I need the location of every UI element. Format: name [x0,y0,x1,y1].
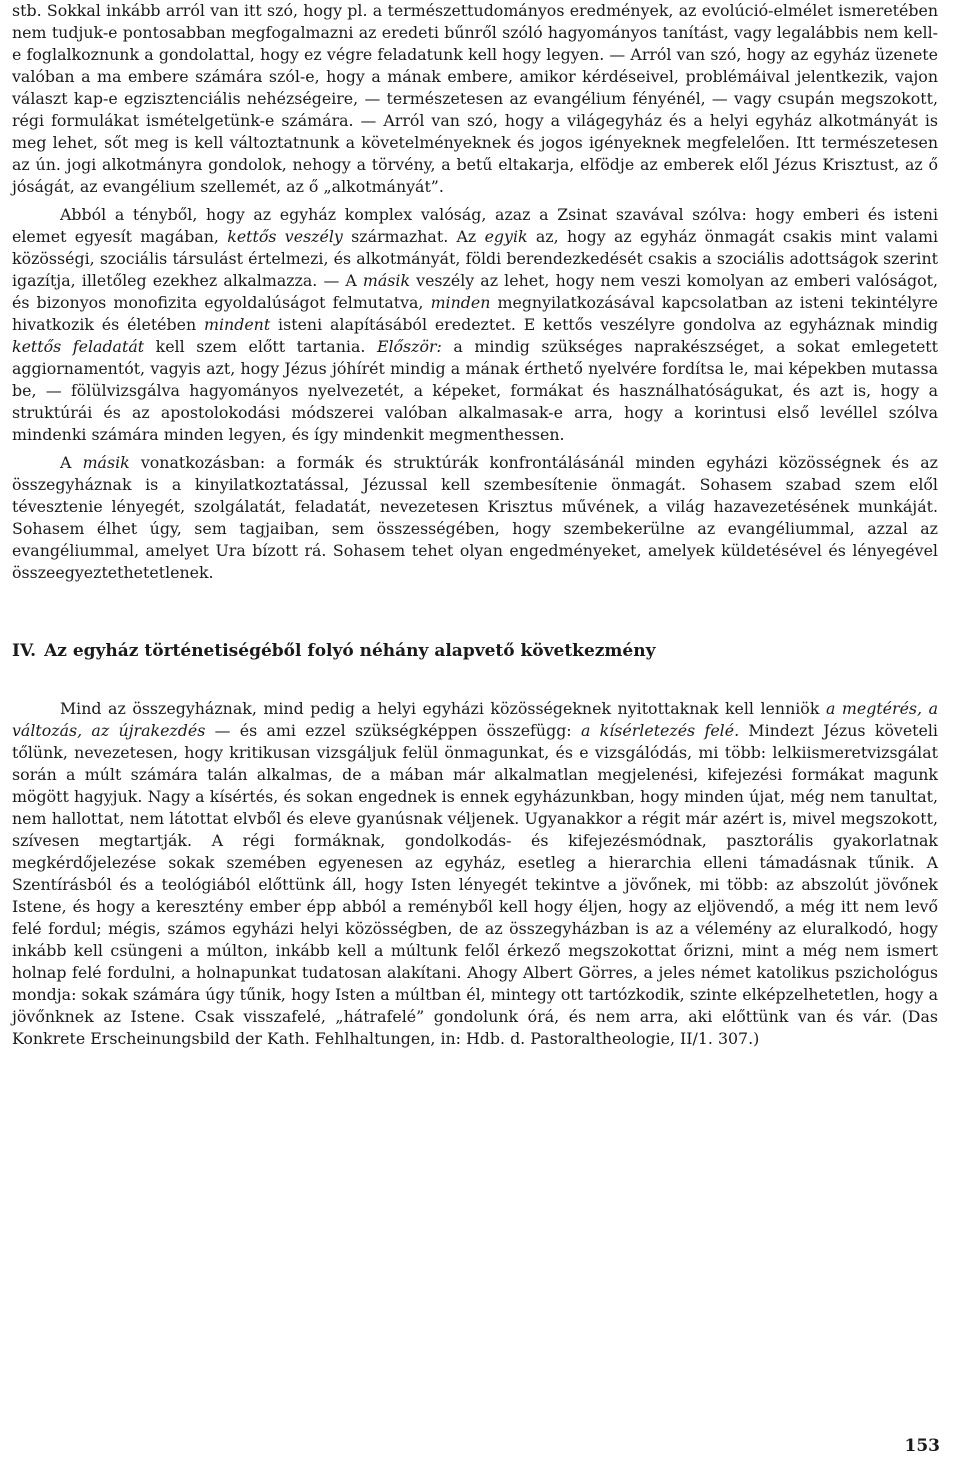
emphasized-text: minden [430,293,491,312]
text-run: Mind az összegyháznak, mind pedig a helyi egyházi közösségeknek nyitottaknak kell lenniök [60,699,826,718]
text-run: Mindezt Jézus követeli tőlünk, nevezetesen, hogy kritikusan vizsgáljuk felül önmagunkat, és e vizsgálódás, mi több: lelkiismeretvizsgálat során a múlt számára talán alkalmas, de a mában már alkalmatlan megjelenési, kifejezési formákat magunk mögött hagyjuk. Nagy a kísértés, és sokan engednek is ennek egyházunkban, hogy minden újat, még nem tanultat, nem hallottat, nem látottat elvből és eleve gyanúsnak véljenek. Ugyanakkor a régit már azért is, mivel megszokott, szívesen megtartják. A régi formáknak, gondolkodás- és kifejezésmódnak, pasztorális gyakorlatnak megkérdőjelezése sokak szemében egyenesen az egyház, esetleg a hierarchia elleni támadásnak tűnik. A Szentírásból és a teológiából előttünk áll, hogy Isten lényegét tekintve a jövőnek, mi több: az abszolút jövőnek Istene, és hogy a keresztény ember épp abból a reményből kell hogy éljen, hogy az eljövendő, a még itt nem levő felé fordul; mégis, számos egyházi helyi közösségben, de az összegyházban is az a vélemény az eluralkodó, hogy inkább kell csüngeni a múlton, inkább kell a múltunk felől érkező megszokottat őrizni, mint a még nem ismert holnap felé fordulni, a holnapunkat tudatosan alakítani. Ahogy Albert Görres, a jeles német katolikus pszichológus mondja: sokak számára úgy tűnik, hogy Isten a múltban él, mintegy ott tartózkodik, szinte elképzelhetetlen, hogy a jövőnknek az Istene. Csak visszafelé, „hátrafelé” gondolunk órá, és nem arra, aki előttünk van és vár. (Das Konkrete Erscheinungsbild der Kath. Fehlhaltungen, in: Hdb. d. Pastoraltheologie, II/1. 307.) [12,721,938,1048]
section-number: IV. [12,641,37,661]
emphasized-text: a kísérletezés felé. [580,721,740,740]
body-text-before-section [12,0,938,584]
text-run: A [60,453,83,472]
text-run: az, hogy az egyház önmagát csakis mint valami közösségi, szociális társulást értelmezi, és alkotmányát, földi berendezkedését csakis a szociális adottságok szerint igazítja, illetőleg ezekhez alkalmazza. — A [12,227,939,290]
emphasized-text: másik [82,453,130,472]
emphasized-text: a megtérés, a változás, az újrakezdés [12,699,939,740]
text-run: a mindig szükséges naprakészséget, a sokat emlegetett aggiornamentót, vagyis azt, hogy Jézus jóhírét mindig a mának érthető nyelvére fordítsa le, mai képekben mutassa be, — fölülvizsgálva hagyományos nyelvezetét, a képeket, formákat és használhatóságukat, és azt is, hogy a struktúrái és az apostolokodási módszerei valóban alkalmasak-e arra, hogy a korintusi első levéllel szólva mindenki számára minden legyen, és így mindenkit megmenthessen. [12,337,938,444]
text-run: vonatkozásban: a formák és struktúrák konfrontálásánál minden egyházi közösségnek és az összegyháznak is a kinyilatkoztatással, Jézussal kell szembesítenie önmagát. Sohasem szabad szem elől tévesztenie lényegét, szolgálatát, feladatát, nevezetesen Krisztus művének, a világ hazavezetésének munkáját. Sohasem élhet úgy, sem tagjaiban, sem összességében, hogy szembekerülne az evangéliummal, azzal az evangéliummal, amelyet Ura bízott rá. Sohasem tehet olyan engedményeket, amelyek küldetésével és lényegével összeegyeztethetetlenek. [12,453,938,582]
section-heading [12,640,938,662]
emphasized-text: Először: [376,337,442,356]
document-page [12,0,938,1050]
paragraph [12,698,938,1050]
paragraph [12,452,938,584]
paragraph [12,204,938,446]
section-title: Az egyház történetiségéből folyó néhány alapvető következmény [44,641,656,661]
page-number: 153 [904,1436,940,1456]
emphasized-text: kettős feladatát [12,337,145,356]
emphasized-text: mindent [204,315,271,334]
paragraph [12,0,938,198]
text-run: isteni alapításából eredeztet. E kettős veszélyre gondolva az egyháznak mindig [270,315,939,334]
text-run: — és ami ezzel szükségképpen összefügg: [205,721,581,740]
text-run: stb. Sokkal inkább arról van itt szó, hogy pl. a természettudományos eredmények, az evolúció-elmélet ismeretében nem tudjuk-e pontosabban megfogalmazni az eredeti bűnről szóló hagyományos tanítást, vagy legalábbis nem kell-e foglalkoznunk a gondolattal, hogy ez végre feladatunk kell hogy legyen. — Arról van szó, hogy az egyház üzenete valóban a ma embere számára szól-e, hogy a mának embere, amikor kérdéseivel, problémáival jelentkezik, vajon választ kap-e egzisztenciális nehézségeire, — természetesen az evangélium fényénél, — vagy csupán megszokott, régi formulákat ismételgetünk-e számára. — Arról van szó, hogy a világegyház és a helyi egyház alkotmányát is meg lehet, sőt meg is kell változtatnunk a követelményeknek és jogos igényeknek megfelelően. Itt természetesen az ún. jogi alkotmányra gondolok, nehogy a törvény, a betű eltakarja, elfödje az emberek elől Jézus Krisztust, az ő jóságát, az evangélium szellemét, az ő „alkotmányát”. [12,1,938,196]
text-run: Abból a tényből, hogy az egyház komplex valóság, azaz a Zsinat szavával szólva: hogy emberi és isteni elemet egyesít magában, [12,205,938,246]
emphasized-text: másik [362,271,411,290]
emphasized-text: egyik [484,227,528,246]
emphasized-text: kettős veszély [227,227,343,246]
text-run: származhat. Az [342,227,485,246]
text-run: megnyilatkozásával kapcsolatban az isteni tekintélyre hivatkozik és életében [12,293,938,334]
body-text-after-section [12,698,938,1050]
text-run: kell szem előtt tartania. [144,337,377,356]
text-run: veszély az lehet, hogy nem veszi komolyan az emberi valóságot, és bizonyos monofizita egyoldalúságot felmutatva, [12,271,938,312]
